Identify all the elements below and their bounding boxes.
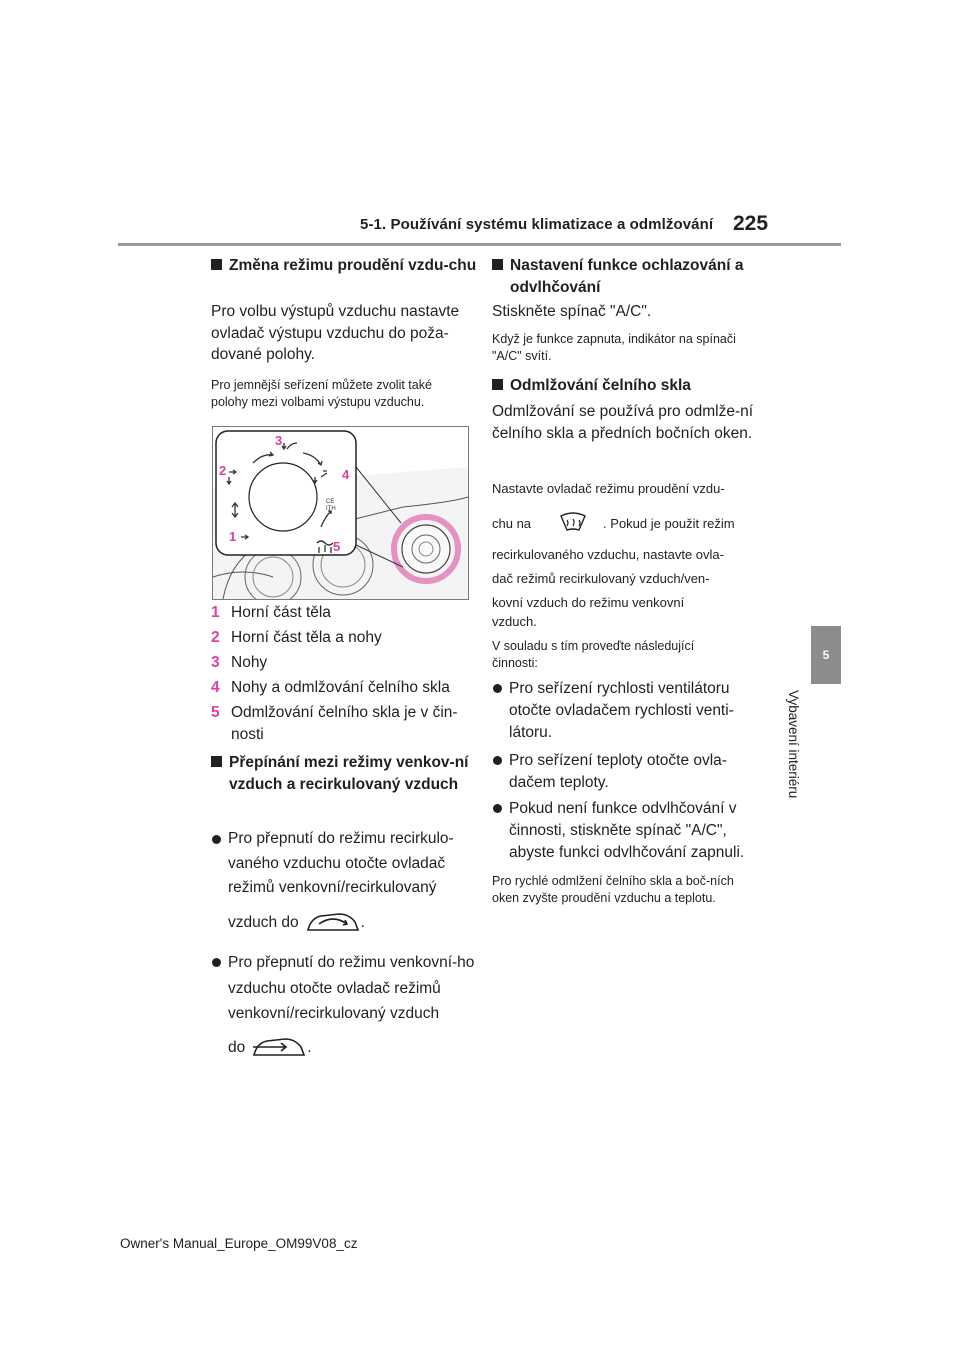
airflow-dial-figure bbox=[212, 426, 469, 600]
bullet-dot-icon bbox=[493, 756, 502, 765]
para-airflow: Pro volbu výstupů vzduchu nastavte ovladač výstupu vzduchu do poža-dované polohy. bbox=[211, 303, 460, 363]
bullet-dot-icon bbox=[493, 684, 502, 693]
note-quick-defog: Pro rychlé odmlžení čelního skla a boč-ních oken zvyšte proudění vzduchu a teplotu. bbox=[492, 874, 734, 905]
figure-label-4: 4 bbox=[342, 467, 350, 482]
position-list bbox=[211, 602, 473, 752]
note-defog-line1: Nastavte ovladač režimu proudění vzdu- bbox=[492, 481, 725, 496]
figure-label-3: 3 bbox=[275, 433, 283, 448]
list-item: 2 Horní část těla a nohy bbox=[211, 629, 382, 646]
note-actions: V souladu s tím proveďte následující činnosti: bbox=[492, 639, 695, 670]
chapter-title bbox=[783, 690, 803, 830]
heading-airflow-mode: Změna režimu proudění vzdu-chu bbox=[211, 255, 481, 277]
heading-recirculation: Přepínání mezi režimy venkov-ní vzduch a recirkulovaný vzduch bbox=[211, 752, 481, 796]
figure-label-5: 5 bbox=[333, 539, 341, 554]
svg-text:ITH: ITH bbox=[326, 506, 336, 512]
bullet-dot-icon bbox=[212, 835, 221, 844]
dashboard-illustration bbox=[213, 427, 468, 599]
bullet-fan: Pro seřízení rychlosti ventilátoru otočte ovladačem rychlosti venti-látoru. bbox=[492, 678, 767, 744]
list-item: 5 Odmlžování čelního skla je v čin-nosti bbox=[211, 704, 458, 743]
recirc-line: vzduch do . bbox=[228, 908, 365, 938]
figure-label-2: 2 bbox=[219, 463, 227, 478]
list-item: 1 Horní část těla bbox=[211, 604, 331, 621]
list-item: 3 Nohy bbox=[211, 654, 268, 671]
figure-label-1: 1 bbox=[229, 529, 237, 544]
chapter-tab: 5 bbox=[811, 626, 841, 684]
list-item: 4 Nohy a odmlžování čelního skla bbox=[211, 679, 450, 696]
fresh-line: do . bbox=[228, 1033, 312, 1063]
fresh-air-car-icon bbox=[251, 1033, 307, 1063]
windshield-defog-icon bbox=[547, 510, 599, 536]
bullet-dot-icon bbox=[212, 958, 221, 967]
bullet-recirc: Pro přepnutí do režimu recirkulo-vaného vzduchu otočte ovladač režimů venkovní/recirkulovaný bbox=[211, 827, 480, 901]
heading-ac: Nastavení funkce ochlazování a odvlhčování bbox=[492, 255, 768, 299]
header-rule bbox=[118, 243, 841, 246]
bullet-dot-icon bbox=[493, 804, 502, 813]
chapter-title-text: Vybavení interiéru bbox=[786, 690, 801, 799]
note-defog-line3: recirkulovaného vzduchu, nastavte ovla- bbox=[492, 547, 724, 562]
para-ac: Stiskněte spínač "A/C". bbox=[492, 303, 652, 320]
note-ac: Když je funkce zapnuta, indikátor na spínači "A/C" svítí. bbox=[492, 332, 736, 363]
section-title: 5-1. Používání systému klimatizace a odmlžování bbox=[360, 216, 714, 233]
bullet-fresh: Pro přepnutí do režimu venkovní-ho vzduchu otočte ovladač režimů venkovní/recirkulovaný vzduch bbox=[211, 950, 480, 1027]
footer-text: Owner's Manual_Europe_OM99V08_cz bbox=[120, 1236, 358, 1251]
heading-square-icon bbox=[211, 756, 222, 767]
note-defog-line2: chu na . Pokud je použit režim bbox=[492, 510, 735, 536]
svg-text:CE: CE bbox=[326, 499, 335, 505]
note-defog-line6: vzduch. bbox=[492, 614, 537, 629]
recirculation-car-icon bbox=[305, 908, 361, 938]
bullet-temp: Pro seřízení teploty otočte ovla-dačem teploty. bbox=[492, 750, 767, 794]
heading-square-icon bbox=[492, 379, 503, 390]
heading-square-icon bbox=[211, 259, 222, 270]
page-number: 225 bbox=[733, 212, 769, 235]
heading-square-icon bbox=[492, 259, 503, 270]
note-airflow: Pro jemnější seřízení můžete zvolit také polohy mezi volbami výstupu vzduchu. bbox=[211, 378, 432, 409]
note-defog-line4: dač režimů recirkulovaný vzduch/ven- bbox=[492, 571, 710, 586]
bullet-dehumid: Pokud není funkce odvlhčování v činnosti, stiskněte spínač "A/C", abyste funkci odvlhčování zapnuli. bbox=[492, 798, 767, 864]
note-defog-line5: kovní vzduch do režimu venkovní bbox=[492, 595, 685, 610]
para-defog: Odmlžování se používá pro odmlže-ní čelního skla a předních bočních oken. bbox=[492, 403, 754, 442]
heading-defog: Odmlžování čelního skla bbox=[492, 375, 768, 397]
